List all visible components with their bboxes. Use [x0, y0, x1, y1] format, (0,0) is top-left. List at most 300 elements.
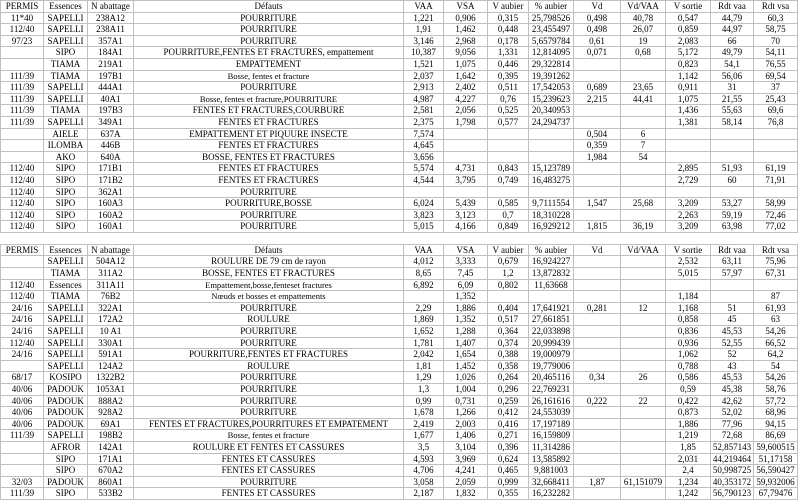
- cell-n-abattage: 888A2: [88, 395, 134, 407]
- cell-vd-vaa: [621, 337, 666, 349]
- cell-v-aubier: 0,271: [488, 430, 529, 442]
- cell-essences: KOSIPO: [44, 372, 88, 384]
- cell-permis: [1, 268, 44, 280]
- cell-v-aubier: 0,412: [488, 407, 529, 419]
- table-row: [1, 128, 798, 140]
- cell-rdt-vaa: 52: [711, 349, 754, 361]
- cell-rdt-vsa: 66,52: [754, 337, 798, 349]
- cell-defauts: POURRITURE: [134, 395, 404, 407]
- cell-vsa: 3,333: [444, 256, 488, 268]
- column-header-v-sortie: V sortie: [666, 244, 711, 256]
- table-row: [1, 326, 798, 338]
- table-row: [1, 93, 798, 105]
- cell-rdt-vsa: 61,19: [754, 163, 798, 175]
- header-row: [1, 244, 798, 256]
- table-row: [1, 268, 798, 280]
- cell-permis: 111/39: [1, 488, 44, 500]
- cell-vd-vaa: 6: [621, 128, 666, 140]
- cell-vsa: 4,731: [444, 163, 488, 175]
- cell-rdt-vsa: 64,2: [754, 349, 798, 361]
- cell-defauts: POURRITURE: [134, 221, 404, 233]
- cell-permis: 111/39: [1, 93, 44, 105]
- cell-essences: SIPO: [44, 47, 88, 59]
- cell-vaa: 3,823: [404, 209, 444, 221]
- cell-defauts: POURRITURE: [134, 24, 404, 36]
- cell-pct-aubier: 9,7111554: [529, 198, 574, 210]
- column-header-pct-aubier: % aubier: [529, 1, 574, 13]
- table-row: [1, 291, 798, 303]
- cell-vaa: 6,892: [404, 279, 444, 291]
- cell-vsa: 4,166: [444, 221, 488, 233]
- cell-essences: PADOUK: [44, 476, 88, 488]
- cell-v-sortie: 2,729: [666, 174, 711, 186]
- defects-table-1: [0, 0, 798, 233]
- cell-rdt-vaa: 72,68: [711, 430, 754, 442]
- cell-n-abattage: 640A: [88, 151, 134, 163]
- cell-vaa: 2,29: [404, 302, 444, 314]
- cell-pct-aubier: 9,881003: [529, 465, 574, 477]
- cell-essences: AKO: [44, 151, 88, 163]
- table-separator: [0, 233, 800, 244]
- cell-v-aubier: 0,446: [488, 58, 529, 70]
- cell-vsa: 5,439: [444, 198, 488, 210]
- cell-essences: TIAMA: [44, 58, 88, 70]
- cell-rdt-vaa: [711, 140, 754, 152]
- cell-rdt-vaa: 45,53: [711, 326, 754, 338]
- cell-vd: 0,504: [574, 128, 621, 140]
- cell-v-aubier: [488, 151, 529, 163]
- table-row: [1, 476, 798, 488]
- cell-permis: 112/40: [1, 24, 44, 36]
- cell-rdt-vsa: 57,72: [754, 395, 798, 407]
- cell-defauts: Bosse, fentes et fracture: [134, 430, 404, 442]
- cell-pct-aubier: 12,814095: [529, 47, 574, 59]
- cell-rdt-vsa: 94,15: [754, 418, 798, 430]
- cell-vd: [574, 314, 621, 326]
- cell-defauts: POURRITURE: [134, 326, 404, 338]
- cell-vsa: 1,266: [444, 407, 488, 419]
- cell-permis: [1, 128, 44, 140]
- cell-vaa: 2,581: [404, 105, 444, 117]
- cell-pct-aubier: [529, 140, 574, 152]
- cell-n-abattage: 238A12: [88, 12, 134, 24]
- column-header-permis: PERMIS: [1, 244, 44, 256]
- cell-rdt-vaa: [711, 128, 754, 140]
- cell-essences: SAPELLI: [44, 93, 88, 105]
- cell-vd-vaa: [621, 291, 666, 303]
- cell-rdt-vaa: 42,62: [711, 395, 754, 407]
- cell-v-aubier: [488, 128, 529, 140]
- cell-vd: [574, 337, 621, 349]
- cell-v-sortie: 0,859: [666, 24, 711, 36]
- cell-vsa: 6,09: [444, 279, 488, 291]
- cell-vsa: 4,227: [444, 93, 488, 105]
- cell-pct-aubier: 16,483275: [529, 174, 574, 186]
- cell-v-aubier: 0,843: [488, 163, 529, 175]
- cell-vd: [574, 418, 621, 430]
- cell-permis: [1, 360, 44, 372]
- cell-n-abattage: 197B3: [88, 105, 134, 117]
- cell-vaa: 1,29: [404, 372, 444, 384]
- cell-vaa: 8,65: [404, 268, 444, 280]
- cell-essences: SIPO: [44, 186, 88, 198]
- cell-v-aubier: 1,331: [488, 47, 529, 59]
- cell-n-abattage: 1053A1: [88, 384, 134, 396]
- cell-vsa: 4,241: [444, 465, 488, 477]
- cell-v-sortie: 2,895: [666, 163, 711, 175]
- cell-permis: 40/06: [1, 395, 44, 407]
- cell-vd-vaa: [621, 326, 666, 338]
- cell-v-aubier: 0,364: [488, 326, 529, 338]
- cell-v-aubier: 0,178: [488, 35, 529, 47]
- cell-permis: 112/40: [1, 221, 44, 233]
- cell-vsa: 1,352: [444, 291, 488, 303]
- table-row: [1, 209, 798, 221]
- cell-n-abattage: 322A1: [88, 302, 134, 314]
- cell-permis: 112/40: [1, 279, 44, 291]
- cell-vd: 0,222: [574, 395, 621, 407]
- cell-vaa: 0,99: [404, 395, 444, 407]
- cell-essences: SAPELLI: [44, 12, 88, 24]
- column-header-essences: Essences: [44, 1, 88, 13]
- cell-permis: 40/06: [1, 384, 44, 396]
- cell-pct-aubier: 22,033898: [529, 326, 574, 338]
- table-row: [1, 314, 798, 326]
- cell-vd-vaa: 54: [621, 151, 666, 163]
- cell-vsa: 1,004: [444, 384, 488, 396]
- cell-n-abattage: 504A12: [88, 256, 134, 268]
- cell-essences: SIPO: [44, 453, 88, 465]
- column-header-rdt-vaa: Rdt vaa: [711, 1, 754, 13]
- cell-rdt-vsa: 59,600515: [754, 441, 798, 453]
- cell-essences: SAPELLI: [44, 82, 88, 94]
- cell-rdt-vsa: 69,6: [754, 105, 798, 117]
- cell-n-abattage: 172A2: [88, 314, 134, 326]
- cell-vaa: 3,058: [404, 476, 444, 488]
- column-header-defauts: Défauts: [134, 244, 404, 256]
- cell-pct-aubier: 17,542053: [529, 82, 574, 94]
- cell-vd: [574, 349, 621, 361]
- cell-vsa: [444, 186, 488, 198]
- cell-vaa: 1,677: [404, 430, 444, 442]
- cell-defauts: POURRITURE: [134, 302, 404, 314]
- cell-pct-aubier: 17,641921: [529, 302, 574, 314]
- cell-v-sortie: 1,184: [666, 291, 711, 303]
- cell-permis: 40/06: [1, 407, 44, 419]
- cell-v-aubier: 0,404: [488, 302, 529, 314]
- cell-v-aubier: 0,76: [488, 93, 529, 105]
- cell-rdt-vsa: 67,79476: [754, 488, 798, 500]
- cell-v-aubier: 0,577: [488, 116, 529, 128]
- cell-v-aubier: [488, 186, 529, 198]
- cell-vd-vaa: [621, 70, 666, 82]
- column-header-v-aubier: V aubier: [488, 244, 529, 256]
- table-row: [1, 360, 798, 372]
- cell-defauts: FENTES ET CASSURES: [134, 465, 404, 477]
- cell-essences: PADOUK: [44, 407, 88, 419]
- cell-rdt-vsa: 70: [754, 35, 798, 47]
- cell-essences: SAPELLI: [44, 116, 88, 128]
- cell-defauts: POURRITURE: [134, 186, 404, 198]
- cell-vaa: 1,3: [404, 384, 444, 396]
- cell-rdt-vaa: 55,63: [711, 105, 754, 117]
- cell-vaa: 7,574: [404, 128, 444, 140]
- column-header-vsa: VSA: [444, 1, 488, 13]
- cell-pct-aubier: 32,668411: [529, 476, 574, 488]
- cell-permis: 11*40: [1, 12, 44, 24]
- cell-vd-vaa: [621, 441, 666, 453]
- cell-rdt-vsa: 69,54: [754, 70, 798, 82]
- cell-vsa: 2,003: [444, 418, 488, 430]
- cell-n-abattage: 330A1: [88, 337, 134, 349]
- cell-rdt-vaa: 50,998725: [711, 465, 754, 477]
- cell-vaa: 5,015: [404, 221, 444, 233]
- table-row: [1, 105, 798, 117]
- cell-rdt-vsa: 58,99: [754, 198, 798, 210]
- cell-essences: SAPELLI: [44, 337, 88, 349]
- cell-rdt-vaa: [711, 279, 754, 291]
- cell-defauts: Nœuds et bosses et empattements: [134, 291, 404, 303]
- cell-essences: TIAMA: [44, 268, 88, 280]
- cell-permis: 68/17: [1, 372, 44, 384]
- cell-n-abattage: 591A1: [88, 349, 134, 361]
- cell-vsa: [444, 151, 488, 163]
- cell-defauts: ROULURE DE 79 cm de rayon: [134, 256, 404, 268]
- cell-vd: [574, 268, 621, 280]
- cell-defauts: Empattement,bosse,fenteset fractures: [134, 279, 404, 291]
- cell-n-abattage: 197B1: [88, 70, 134, 82]
- cell-rdt-vaa: [711, 291, 754, 303]
- table-row: [1, 337, 798, 349]
- cell-essences: SAPELLI: [44, 302, 88, 314]
- cell-pct-aubier: 18,310228: [529, 209, 574, 221]
- cell-vd-vaa: 22: [621, 395, 666, 407]
- cell-vaa: 4,012: [404, 256, 444, 268]
- cell-rdt-vaa: 58,14: [711, 116, 754, 128]
- cell-pct-aubier: 24,294737: [529, 116, 574, 128]
- cell-essences: SIPO: [44, 163, 88, 175]
- cell-pct-aubier: 16,232282: [529, 488, 574, 500]
- cell-vaa: 1,91: [404, 24, 444, 36]
- cell-vd-vaa: [621, 407, 666, 419]
- cell-rdt-vaa: 52,55: [711, 337, 754, 349]
- cell-vd-vaa: [621, 105, 666, 117]
- cell-vaa: 4,645: [404, 140, 444, 152]
- cell-vd: 0,359: [574, 140, 621, 152]
- cell-vd: [574, 116, 621, 128]
- cell-vsa: [444, 128, 488, 140]
- cell-v-aubier: [488, 140, 529, 152]
- cell-pct-aubier: 27,661851: [529, 314, 574, 326]
- cell-permis: [1, 453, 44, 465]
- cell-vsa: 2,056: [444, 105, 488, 117]
- cell-vd-vaa: [621, 174, 666, 186]
- cell-v-sortie: 1,075: [666, 93, 711, 105]
- cell-n-abattage: 349A1: [88, 116, 134, 128]
- cell-rdt-vaa: 54,1: [711, 58, 754, 70]
- cell-vaa: 10,387: [404, 47, 444, 59]
- cell-n-abattage: 171B1: [88, 163, 134, 175]
- cell-vd-vaa: [621, 488, 666, 500]
- cell-rdt-vsa: 60,3: [754, 12, 798, 24]
- cell-vd: 1,87: [574, 476, 621, 488]
- cell-vaa: 4,544: [404, 174, 444, 186]
- cell-n-abattage: 219A1: [88, 58, 134, 70]
- cell-vd-vaa: 44,41: [621, 93, 666, 105]
- cell-pct-aubier: 16,929212: [529, 221, 574, 233]
- cell-defauts: POURRITURE: [134, 476, 404, 488]
- cell-defauts: POURRITURE,BOSSE: [134, 198, 404, 210]
- cell-n-abattage: 171A1: [88, 453, 134, 465]
- cell-essences: AFROR: [44, 441, 88, 453]
- cell-vsa: 1,075: [444, 58, 488, 70]
- cell-permis: [1, 256, 44, 268]
- cell-vsa: 3,795: [444, 174, 488, 186]
- table-row: [1, 70, 798, 82]
- cell-rdt-vaa: 31: [711, 82, 754, 94]
- cell-defauts: FENTES ET FRACTURES,COURBURE: [134, 105, 404, 117]
- cell-rdt-vaa: 49,79: [711, 47, 754, 59]
- cell-vd-vaa: 40,78: [621, 12, 666, 24]
- cell-rdt-vaa: [711, 186, 754, 198]
- column-header-vd: Vd: [574, 1, 621, 13]
- cell-vd: 1,547: [574, 198, 621, 210]
- cell-vsa: 1,798: [444, 116, 488, 128]
- cell-v-aubier: 0,388: [488, 349, 529, 361]
- table-row: [1, 453, 798, 465]
- cell-vaa: 2,419: [404, 418, 444, 430]
- cell-vaa: 1,81: [404, 360, 444, 372]
- cell-n-abattage: 238A11: [88, 24, 134, 36]
- cell-essences: PADOUK: [44, 384, 88, 396]
- cell-essences: PADOUK: [44, 418, 88, 430]
- cell-vsa: 1,832: [444, 488, 488, 500]
- defects-table-2: [0, 244, 798, 500]
- cell-pct-aubier: 13,872832: [529, 268, 574, 280]
- cell-vsa: [444, 140, 488, 152]
- table-row: [1, 140, 798, 152]
- cell-rdt-vaa: 44,219464: [711, 453, 754, 465]
- cell-vd-vaa: 61,151079: [621, 476, 666, 488]
- cell-rdt-vaa: 21,55: [711, 93, 754, 105]
- column-header-n-abattage: N abattage: [88, 244, 134, 256]
- cell-pct-aubier: 16,159809: [529, 430, 574, 442]
- column-header-vd-vaa: Vd/VAA: [621, 244, 666, 256]
- cell-rdt-vaa: 40,353172: [711, 476, 754, 488]
- cell-pct-aubier: 25,798526: [529, 12, 574, 24]
- table-row: [1, 349, 798, 361]
- cell-vaa: [404, 186, 444, 198]
- cell-pct-aubier: 5,6579784: [529, 35, 574, 47]
- cell-n-abattage: 198B2: [88, 430, 134, 442]
- column-header-vaa: VAA: [404, 1, 444, 13]
- cell-v-sortie: 0,586: [666, 372, 711, 384]
- table-row: [1, 488, 798, 500]
- table-row: [1, 418, 798, 430]
- cell-rdt-vaa: 45,38: [711, 384, 754, 396]
- cell-permis: 111/39: [1, 82, 44, 94]
- cell-v-aubier: 0,585: [488, 198, 529, 210]
- column-header-v-aubier: V aubier: [488, 1, 529, 13]
- table-row: [1, 465, 798, 477]
- cell-v-sortie: 0,823: [666, 58, 711, 70]
- column-header-vd: Vd: [574, 244, 621, 256]
- cell-vsa: 9,056: [444, 47, 488, 59]
- cell-vd: [574, 407, 621, 419]
- table-row: [1, 221, 798, 233]
- cell-vsa: 0,731: [444, 395, 488, 407]
- cell-n-abattage: 76B2: [88, 291, 134, 303]
- cell-vaa: 3,5: [404, 441, 444, 453]
- cell-rdt-vaa: 51: [711, 302, 754, 314]
- cell-defauts: EMPATTEMENT: [134, 58, 404, 70]
- cell-essences: SIPO: [44, 465, 88, 477]
- cell-v-aubier: 0,264: [488, 372, 529, 384]
- cell-v-sortie: 1,142: [666, 70, 711, 82]
- cell-vd: 0,61: [574, 35, 621, 47]
- cell-vaa: 1,781: [404, 337, 444, 349]
- cell-permis: 112/40: [1, 198, 44, 210]
- cell-vsa: 1,407: [444, 337, 488, 349]
- cell-pct-aubier: 19,000979: [529, 349, 574, 361]
- cell-vd: [574, 256, 621, 268]
- table-row: [1, 163, 798, 175]
- cell-vd: [574, 209, 621, 221]
- cell-vd: [574, 291, 621, 303]
- column-header-defauts: Défauts: [134, 1, 404, 13]
- cell-essences: SIPO: [44, 488, 88, 500]
- cell-rdt-vaa: 63,11: [711, 256, 754, 268]
- cell-pct-aubier: 13,585892: [529, 453, 574, 465]
- cell-v-sortie: 3,209: [666, 198, 711, 210]
- cell-pct-aubier: [529, 186, 574, 198]
- cell-vsa: 3,104: [444, 441, 488, 453]
- cell-essences: TIAMA: [44, 105, 88, 117]
- cell-permis: 111/39: [1, 116, 44, 128]
- cell-rdt-vsa: 54,26: [754, 372, 798, 384]
- column-header-vsa: VSA: [444, 244, 488, 256]
- cell-essences: SAPELLI: [44, 24, 88, 36]
- cell-rdt-vsa: 77,02: [754, 221, 798, 233]
- cell-vd: [574, 384, 621, 396]
- cell-v-sortie: 1,168: [666, 302, 711, 314]
- cell-rdt-vsa: 71,91: [754, 174, 798, 186]
- cell-vaa: 5,574: [404, 163, 444, 175]
- cell-vd-vaa: 0,68: [621, 47, 666, 59]
- cell-essences: SIPO: [44, 209, 88, 221]
- column-header-permis: PERMIS: [1, 1, 44, 13]
- cell-rdt-vsa: 25,43: [754, 93, 798, 105]
- cell-rdt-vaa: 59,19: [711, 209, 754, 221]
- cell-vd: 0,498: [574, 24, 621, 36]
- cell-pct-aubier: 11,63668: [529, 279, 574, 291]
- cell-vaa: 4,987: [404, 93, 444, 105]
- cell-v-sortie: 5,015: [666, 268, 711, 280]
- cell-v-sortie: 2,031: [666, 453, 711, 465]
- cell-permis: 24/16: [1, 314, 44, 326]
- cell-vsa: 1,886: [444, 302, 488, 314]
- cell-defauts: BOSSE, FENTES ET FRACTURES: [134, 151, 404, 163]
- cell-vsa: 1,462: [444, 24, 488, 36]
- cell-rdt-vsa: 54,26: [754, 326, 798, 338]
- table-row: [1, 441, 798, 453]
- cell-essences: AIELE: [44, 128, 88, 140]
- cell-rdt-vsa: 72,46: [754, 209, 798, 221]
- cell-vd: 1,815: [574, 221, 621, 233]
- table-row: [1, 35, 798, 47]
- cell-permis: 112/40: [1, 291, 44, 303]
- cell-vd-vaa: [621, 163, 666, 175]
